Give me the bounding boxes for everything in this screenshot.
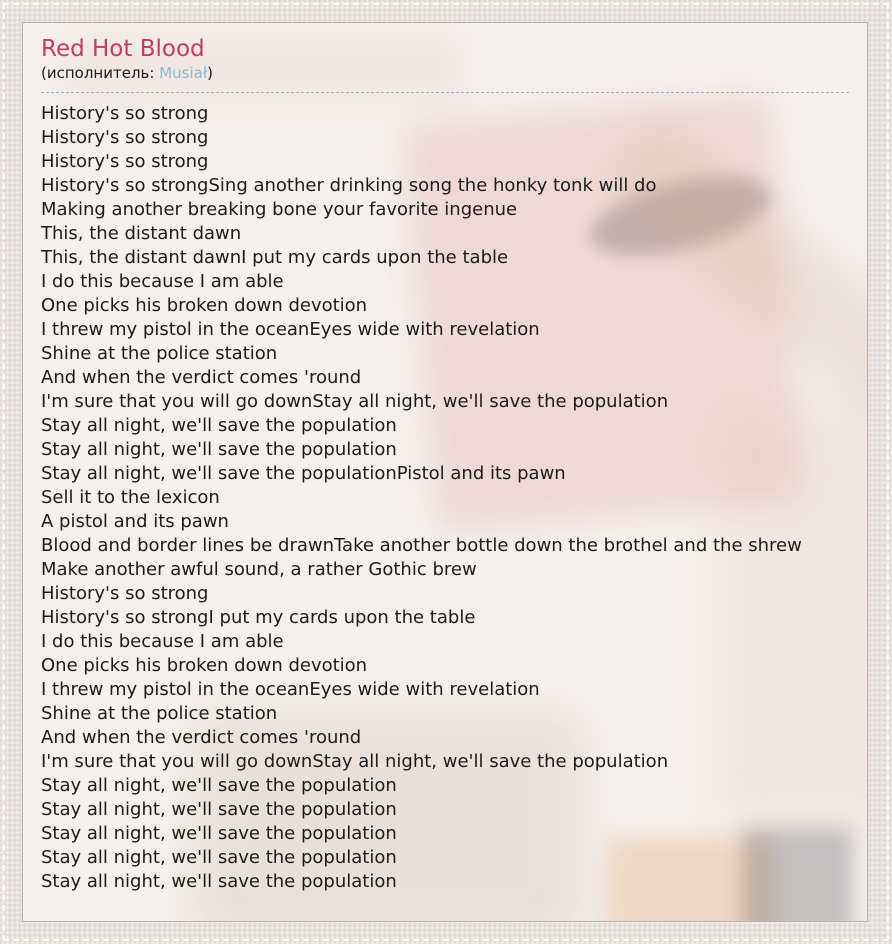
lyric-line: History's so strongSing another drinking song the honky tonk will do [41,174,657,196]
lyric-line: And when the verdict comes 'round [41,726,362,748]
lyric-line: I do this because I am able [41,270,284,292]
lyric-line: History's so strong [41,102,209,124]
lyric-line: Stay all night, we'll save the population [41,774,397,796]
lyric-line: Stay all night, we'll save the population [41,870,397,892]
lyrics-panel [22,22,868,922]
lyric-line: Sell it to the lexicon [41,486,220,508]
lyric-line: Stay all night, we'll save the population [41,822,397,844]
panel-content [23,23,867,908]
lyric-line: History's so strong [41,582,209,604]
artist-label-close: ) [207,63,213,82]
lyric-line: Making another breaking bone your favorite ingenue [41,198,518,220]
lyric-line: I threw my pistol in the oceanEyes wide with revelation [41,318,540,340]
lyric-line: History's so strong [41,150,209,172]
lyric-line: One picks his broken down devotion [41,654,368,676]
lyric-line: History's so strongI put my cards upon the table [41,606,476,628]
lyric-line: I do this because I am able [41,630,284,652]
lyric-line: I'm sure that you will go downStay all night, we'll save the population [41,390,669,412]
lyric-line: Stay all night, we'll save the population [41,846,397,868]
lyric-line: Stay all night, we'll save the population [41,414,397,436]
artist-link[interactable]: Musiał [159,63,208,82]
lyric-line: Blood and border lines be drawnTake another bottle down the brothel and the shrew [41,534,802,556]
lyric-line: Stay all night, we'll save the population [41,438,397,460]
lyric-line: Shine at the police station [41,702,278,724]
lyric-line: Stay all night, we'll save the population [41,798,397,820]
lyric-line: And when the verdict comes 'round [41,366,362,388]
lyric-line: One picks his broken down devotion [41,294,368,316]
artist-label: (исполнитель: [41,63,160,82]
lyric-line: Make another awful sound, a rather Gothic brew [41,558,477,580]
lyric-line: I'm sure that you will go downStay all night, we'll save the population [41,750,669,772]
lyric-line: I threw my pistol in the oceanEyes wide with revelation [41,678,540,700]
lyric-line: Stay all night, we'll save the populationPistol and its pawn [41,462,566,484]
lyric-line: This, the distant dawn [41,222,242,244]
lyrics [41,102,849,894]
lyric-line: A pistol and its pawn [41,510,229,532]
lyric-line: Shine at the police station [41,342,278,364]
page-title: Red Hot Blood [41,36,205,62]
lyric-line: This, the distant dawnI put my cards upon the table [41,246,509,268]
lyric-line: History's so strong [41,126,209,148]
artist-line [41,64,849,93]
